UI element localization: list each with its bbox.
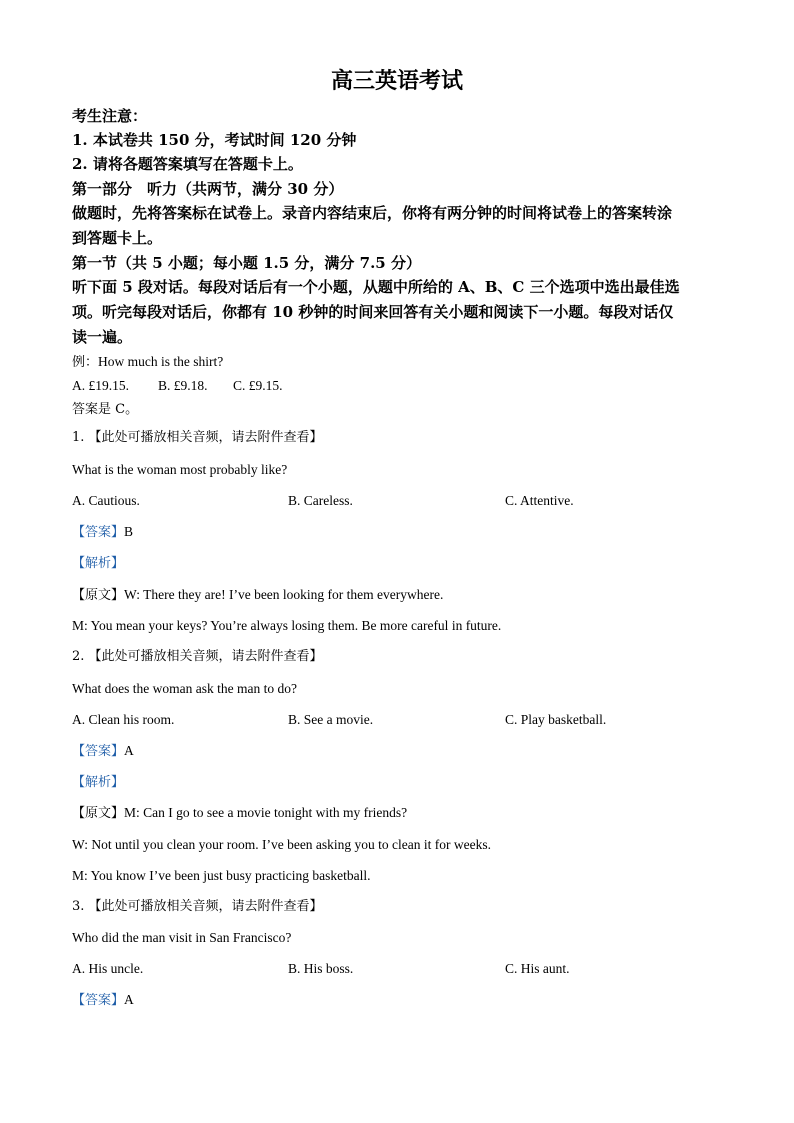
q3-answer-value: A [124, 992, 134, 1007]
q1-answer-value: B [124, 524, 134, 539]
analysis-label: 【解析】 [72, 775, 125, 790]
q3-option-c: C. His aunt. [505, 961, 570, 976]
q3-answer [72, 991, 134, 1010]
q1-answer [72, 523, 133, 542]
q2-transcript-line3: M: You know I’ve been just busy practicing basketball. [72, 868, 371, 883]
q2-transcript-text-1: M: Can I go to see a movie tonight with my friends? [124, 805, 408, 820]
q2-analysis [72, 773, 124, 792]
section1-heading: 第一节（共 5 小题；每小题 1.5 分，满分 7.5 分） [72, 254, 421, 272]
answer-label: 【答案】 [72, 744, 125, 759]
part1-instruction-line2: 到答题卡上。 [72, 229, 163, 247]
part1-heading: 第一部分 听力（共两节，满分 30 分） [72, 180, 344, 198]
page-title: 高三英语考试 [330, 68, 463, 94]
q1-transcript-text-1: W: There they are! I’ve been looking for them everywhere. [124, 587, 444, 602]
q1-transcript-line2: M: You mean your keys? You’re always losing them. Be more careful in future. [72, 618, 502, 633]
q2-question: What does the woman ask the man to do? [72, 681, 297, 696]
original-label: 【原文】 [72, 588, 125, 603]
q2-answer [72, 742, 134, 761]
notice-heading: 考生注意： [72, 107, 148, 125]
notice-item-2: 2. 请将各题答案填写在答题卡上。 [72, 155, 303, 173]
example-question [72, 353, 223, 372]
section1-instruction-line2: 项。听完每段对话后，你都有 10 秒钟的时间来回答有关小题和阅读下一小题。每段对话仅 [72, 303, 674, 321]
section1-instruction-line1: 听下面 5 段对话。每段对话后有一个小题，从题中所给的 A、B、C 三个选项中选出最佳选 [72, 278, 680, 296]
analysis-label: 【解析】 [72, 556, 125, 571]
q1-audio-placeholder[interactable]: 1. 【此处可播放相关音频，请去附件查看】 [72, 430, 323, 445]
q3-option-b: B. His boss. [288, 961, 354, 976]
q2-option-b: B. See a movie. [288, 712, 374, 727]
example-option-c: C. £9.15. [233, 378, 283, 393]
q1-question: What is the woman most probably like? [72, 462, 288, 477]
q1-analysis [72, 554, 124, 573]
example-answer: 答案是 C。 [72, 402, 139, 417]
notice-item-1: 1. 本试卷共 150 分，考试时间 120 分钟 [72, 131, 357, 149]
q2-option-a: A. Clean his room. [72, 712, 175, 727]
q3-audio-placeholder[interactable]: 3. 【此处可播放相关音频，请去附件查看】 [72, 899, 323, 914]
q2-transcript-line2: W: Not until you clean your room. I’ve been asking you to clean it for weeks. [72, 837, 492, 852]
section1-instruction-line3: 读一遍。 [72, 328, 133, 346]
q1-option-c: C. Attentive. [505, 493, 574, 508]
q2-audio-placeholder[interactable]: 2. 【此处可播放相关音频，请去附件查看】 [72, 649, 323, 664]
example-question-text: How much is the shirt? [98, 354, 224, 369]
example-option-b: B. £9.18. [158, 378, 208, 393]
q2-answer-value: A [124, 743, 134, 758]
example-label: 例： [72, 355, 99, 370]
original-label: 【原文】 [72, 806, 125, 821]
q1-option-a: A. Cautious. [72, 493, 140, 508]
q2-transcript-line1 [72, 804, 407, 823]
part1-instruction-line1: 做题时，先将答案标在试卷上。录音内容结束后，你将有两分钟的时间将试卷上的答案转涂 [72, 204, 673, 222]
q3-option-a: A. His uncle. [72, 961, 144, 976]
example-option-a: A. £19.15. [72, 378, 129, 393]
answer-label: 【答案】 [72, 525, 125, 540]
q3-question: Who did the man visit in San Francisco? [72, 930, 292, 945]
answer-label: 【答案】 [72, 993, 125, 1008]
q1-transcript-line1 [72, 586, 443, 605]
q1-option-b: B. Careless. [288, 493, 353, 508]
q2-option-c: C. Play basketball. [505, 712, 607, 727]
